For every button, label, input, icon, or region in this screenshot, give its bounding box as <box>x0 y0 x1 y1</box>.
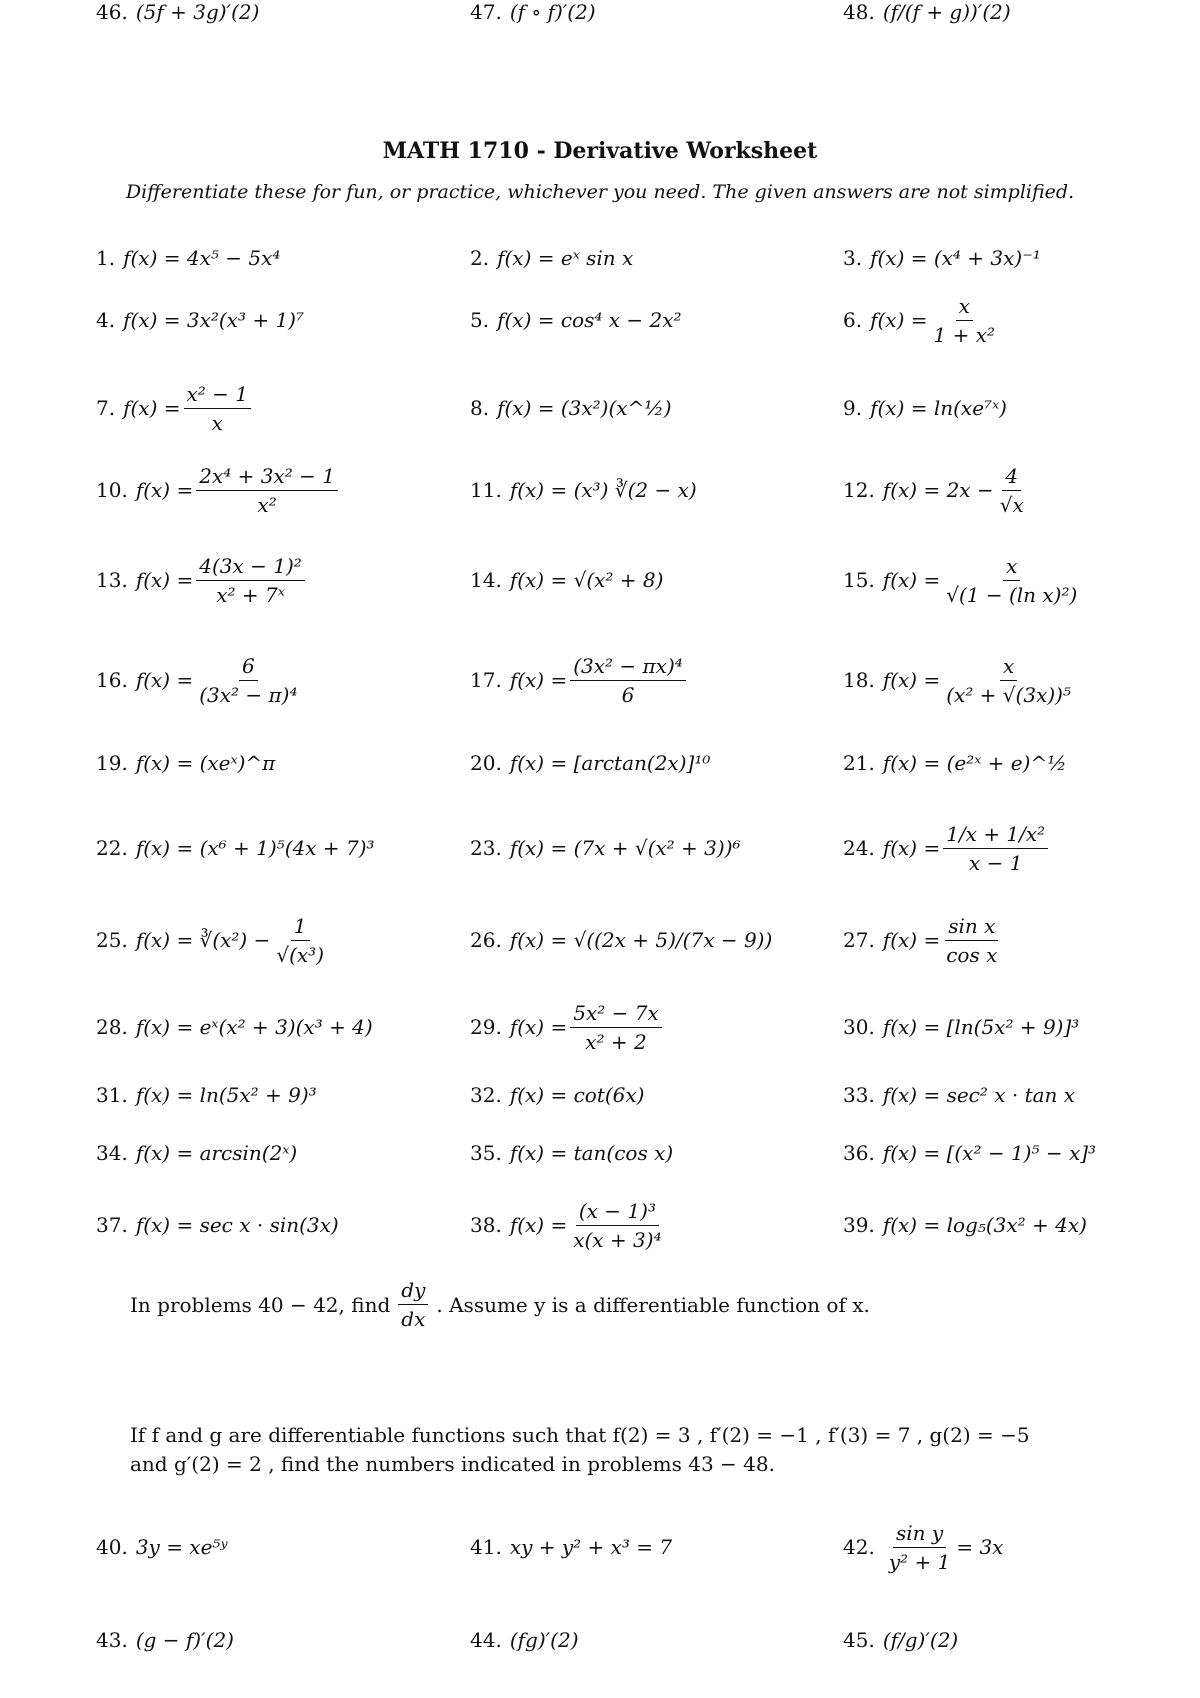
problem-lhs: f(x) = 2x − <box>882 478 994 502</box>
problem-expression: f(x) = [arctan(2x)]¹⁰ <box>509 751 711 775</box>
problem-expression: (f/g)′(2) <box>882 1628 959 1652</box>
problem-expression: f(x) = 3x²(x³ + 1)⁷ <box>123 308 304 332</box>
problem-37 <box>96 1213 339 1237</box>
fraction-denominator: √x <box>999 492 1024 517</box>
problem-number: 40. <box>96 1535 128 1559</box>
fraction-denominator: x² + 2 <box>585 1029 647 1054</box>
problem-fraction <box>196 654 300 707</box>
problem-number: 30. <box>843 1015 875 1039</box>
instruction-text: In problems 40 − 42, find <box>130 1292 391 1317</box>
fraction-denominator: x <box>211 410 223 435</box>
page-title: MATH 1710 - Derivative Worksheet <box>382 138 818 164</box>
problem-lhs: f(x) = <box>135 568 194 592</box>
problem-3 <box>843 246 1041 270</box>
fraction-denominator: (x² + √(3x))⁵ <box>946 682 1071 707</box>
problem-number: 44. <box>470 1628 502 1652</box>
problem-13 <box>96 554 308 607</box>
problem-expression: f(x) = arcsin(2ˣ) <box>135 1141 298 1165</box>
problem-lhs: f(x) = <box>135 478 194 502</box>
problem-26 <box>470 928 772 952</box>
problem-expression: f(x) = log₅(3x² + 4x) <box>882 1213 1087 1237</box>
problem-number: 37. <box>96 1213 128 1237</box>
problem-number: 26. <box>470 928 502 952</box>
problem-expression: f(x) = ln(xe⁷ˣ) <box>870 396 1007 420</box>
problem-number: 1. <box>96 246 116 270</box>
problem-expression: f(x) = (x⁴ + 3x)⁻¹ <box>870 246 1041 270</box>
problem-lhs: f(x) = <box>123 396 181 420</box>
fraction-denominator: (3x² − π)⁴ <box>199 682 298 707</box>
problem-number: 31. <box>96 1083 128 1107</box>
problem-25 <box>96 914 330 967</box>
fraction-numerator: sin x <box>945 914 998 941</box>
problem-number: 13. <box>96 568 128 592</box>
problem-expression: f(x) = (7x + √(x² + 3))⁶ <box>509 836 741 860</box>
problem-number: 42. <box>843 1535 875 1559</box>
problem-number: 16. <box>96 668 128 692</box>
problem-number: 3. <box>843 246 863 270</box>
problem-lhs: f(x) = <box>882 668 941 692</box>
problem-fraction <box>886 1521 954 1574</box>
fraction-numerator: 4 <box>1002 464 1021 491</box>
fraction-denominator: x² <box>257 492 277 517</box>
problem-fraction <box>273 914 327 967</box>
problem-number: 17. <box>470 668 502 692</box>
fraction-numerator: (x − 1)³ <box>576 1199 659 1226</box>
problem-number: 34. <box>96 1141 128 1165</box>
fraction-numerator: 6 <box>239 654 258 681</box>
problem-24 <box>843 822 1051 875</box>
implicit-instruction <box>130 1278 870 1331</box>
problem-43 <box>96 1628 234 1652</box>
problem-expression: xy + y² + x³ = 7 <box>509 1535 673 1559</box>
problem-fraction <box>570 654 686 707</box>
problem-number: 14. <box>470 568 502 592</box>
fraction-numerator: x <box>1000 654 1017 681</box>
fraction-denominator: x(x + 3)⁴ <box>573 1227 662 1252</box>
problem-expression: f(x) = tan(cos x) <box>509 1141 674 1165</box>
problem-16 <box>96 654 303 707</box>
problem-42 <box>843 1521 1003 1574</box>
given-values-line2: and g′(2) = 2 , find the numbers indicated in problems 43 − 48. <box>130 1452 775 1476</box>
problem-28 <box>96 1015 373 1039</box>
problem-19 <box>96 751 275 775</box>
fraction-denominator: √(x³) <box>276 942 324 967</box>
fraction-numerator: 1 <box>291 914 310 941</box>
problem-4 <box>96 308 304 332</box>
problem-number: 22. <box>96 836 128 860</box>
fraction-numerator: sin y <box>893 1521 946 1548</box>
problem-1 <box>96 246 280 270</box>
problem-number: 48. <box>843 0 875 24</box>
problem-number: 36. <box>843 1141 875 1165</box>
problem-lhs: f(x) = <box>882 928 941 952</box>
problem-number: 18. <box>843 668 875 692</box>
fraction-denominator: x² + 7ˣ <box>216 582 285 607</box>
problem-41 <box>470 1535 672 1559</box>
problem-number: 32. <box>470 1083 502 1107</box>
problem-number: 6. <box>843 308 863 332</box>
problem-number: 2. <box>470 246 490 270</box>
problem-46 <box>96 0 259 24</box>
problem-expression: f(x) = cos⁴ x − 2x² <box>497 308 682 332</box>
problem-lhs: f(x) = <box>882 836 941 860</box>
problem-number: 12. <box>843 478 875 502</box>
problem-expression: (fg)′(2) <box>509 1628 579 1652</box>
problem-number: 5. <box>470 308 490 332</box>
page-subtitle: Differentiate these for fun, or practice, whichever you need. The given answers are not simplified. <box>125 181 1075 203</box>
problem-number: 27. <box>843 928 875 952</box>
problem-21 <box>843 751 1067 775</box>
problem-45 <box>843 1628 958 1652</box>
fraction-numerator: x² − 1 <box>184 382 252 409</box>
problem-number: 28. <box>96 1015 128 1039</box>
problem-expression: f(x) = ln(5x² + 9)³ <box>135 1083 317 1107</box>
fraction-denominator: cos x <box>946 942 998 967</box>
problem-expression: f(x) = (e²ˣ + e)^½ <box>882 751 1067 775</box>
problem-expression: f(x) = (3x²)(x^½) <box>497 396 672 420</box>
problem-number: 29. <box>470 1015 502 1039</box>
problem-number: 24. <box>843 836 875 860</box>
problem-expression: f(x) = cot(6x) <box>509 1083 645 1107</box>
given-values-line1: If f and g are differentiable functions such that f(2) = 3 , f′(2) = −1 , f′(3) = 7 , g(2) = −5 <box>130 1423 1030 1447</box>
problem-rhs: = 3x <box>956 1535 1004 1559</box>
fraction-denominator: y² + 1 <box>888 1549 951 1574</box>
fraction-denominator: √(1 − (ln x)²) <box>946 582 1078 607</box>
problem-fraction <box>196 464 338 517</box>
problem-expression: 3y = xe⁵ʸ <box>135 1535 228 1559</box>
problem-fraction <box>943 822 1048 875</box>
fraction-numerator: 1/x + 1/x² <box>943 822 1048 849</box>
problem-33 <box>843 1083 1075 1107</box>
problem-number: 7. <box>96 396 116 420</box>
problem-number: 11. <box>470 478 502 502</box>
problem-expression: f(x) = eˣ(x² + 3)(x³ + 4) <box>135 1015 373 1039</box>
problem-number: 35. <box>470 1141 502 1165</box>
problem-number: 15. <box>843 568 875 592</box>
problem-40 <box>96 1535 228 1559</box>
problem-32 <box>470 1083 644 1107</box>
problem-expression: f(x) = [ln(5x² + 9)]³ <box>882 1015 1080 1039</box>
problem-number: 25. <box>96 928 128 952</box>
problem-lhs: f(x) = ∛(x²) − <box>135 928 271 952</box>
problem-expression: (f/(f + g))′(2) <box>882 0 1011 24</box>
problem-expression: f(x) = [(x² − 1)⁵ − x]³ <box>882 1141 1097 1165</box>
problem-8 <box>470 396 672 420</box>
problem-number: 20. <box>470 751 502 775</box>
problem-number: 43. <box>96 1628 128 1652</box>
problem-47 <box>470 0 596 24</box>
problem-fraction <box>196 554 305 607</box>
problem-number: 46. <box>96 0 128 24</box>
problem-number: 21. <box>843 751 875 775</box>
problem-number: 10. <box>96 478 128 502</box>
problem-22 <box>96 836 375 860</box>
problem-14 <box>470 568 663 592</box>
problem-expression: f(x) = (xeˣ)^π <box>135 751 276 775</box>
problem-11 <box>470 478 697 502</box>
dy-dx-fraction: dy dx <box>398 1278 428 1331</box>
fraction-numerator: 5x² − 7x <box>570 1001 662 1028</box>
fraction-numerator: (3x² − πx)⁴ <box>570 654 686 681</box>
problem-expression: f(x) = (x³) ∛(2 − x) <box>509 478 697 502</box>
problem-36 <box>843 1141 1096 1165</box>
problem-fraction <box>570 1199 664 1252</box>
problem-fraction <box>931 294 999 347</box>
problem-number: 33. <box>843 1083 875 1107</box>
problem-18 <box>843 654 1077 707</box>
problem-expression: (5f + 3g)′(2) <box>135 0 260 24</box>
problem-48 <box>843 0 1011 24</box>
problem-30 <box>843 1015 1079 1039</box>
instruction-text-end: . Assume y is a differentiable function of x. <box>436 1292 870 1317</box>
problem-9 <box>843 396 1007 420</box>
fraction-numerator: 2x⁴ + 3x² − 1 <box>196 464 338 491</box>
problem-20 <box>470 751 710 775</box>
problem-number: 23. <box>470 836 502 860</box>
problem-7 <box>96 382 254 435</box>
problem-fraction <box>943 914 1000 967</box>
problem-expression: f(x) = (x⁶ + 1)⁵(4x + 7)³ <box>135 836 375 860</box>
problem-expression: f(x) = √(x² + 8) <box>509 568 664 592</box>
fraction-denominator: 6 <box>621 682 635 707</box>
problem-39 <box>843 1213 1087 1237</box>
problem-10 <box>96 464 341 517</box>
problem-number: 45. <box>843 1628 875 1652</box>
problem-fraction <box>997 464 1027 517</box>
problem-expression: f(x) = sec x · sin(3x) <box>135 1213 339 1237</box>
fraction-denominator: 1 + x² <box>933 322 995 347</box>
problem-number: 4. <box>96 308 116 332</box>
problem-number: 8. <box>470 396 490 420</box>
problem-expression: (f ∘ f)′(2) <box>509 0 596 24</box>
fraction-numerator: 4(3x − 1)² <box>196 554 305 581</box>
fraction-denominator: x − 1 <box>968 850 1023 875</box>
problem-35 <box>470 1141 673 1165</box>
fraction-numerator: x <box>956 294 973 321</box>
problem-6 <box>843 294 1001 347</box>
problem-number: 19. <box>96 751 128 775</box>
problem-lhs: f(x) = <box>870 308 928 332</box>
problem-fraction <box>184 382 252 435</box>
problem-23 <box>470 836 741 860</box>
problem-lhs: f(x) = <box>509 668 568 692</box>
problem-expression: f(x) = 4x⁵ − 5x⁴ <box>123 246 281 270</box>
problem-44 <box>470 1628 579 1652</box>
problem-expression: f(x) = sec² x · tan x <box>882 1083 1076 1107</box>
problem-fraction <box>570 1001 662 1054</box>
problem-15 <box>843 554 1083 607</box>
problem-number: 41. <box>470 1535 502 1559</box>
problem-lhs: f(x) = <box>509 1213 568 1237</box>
problem-5 <box>470 308 682 332</box>
problem-fraction <box>943 654 1074 707</box>
fraction-numerator: x <box>1003 554 1020 581</box>
problem-number: 38. <box>470 1213 502 1237</box>
problem-29 <box>470 1001 665 1054</box>
problem-expression: f(x) = √((2x + 5)/(7x − 9)) <box>509 928 773 952</box>
problem-lhs: f(x) = <box>882 568 941 592</box>
problem-fraction <box>943 554 1080 607</box>
problem-27 <box>843 914 1003 967</box>
problem-38 <box>470 1199 668 1252</box>
problem-34 <box>96 1141 297 1165</box>
problem-31 <box>96 1083 317 1107</box>
problem-number: 9. <box>843 396 863 420</box>
problem-lhs: f(x) = <box>135 668 194 692</box>
problem-number: 39. <box>843 1213 875 1237</box>
problem-expression: (g − f)′(2) <box>135 1628 234 1652</box>
problem-2 <box>470 246 633 270</box>
problem-12 <box>843 464 1030 517</box>
problem-expression: f(x) = eˣ sin x <box>497 246 634 270</box>
problem-17 <box>470 654 689 707</box>
problem-lhs: f(x) = <box>509 1015 568 1039</box>
problem-number: 47. <box>470 0 502 24</box>
